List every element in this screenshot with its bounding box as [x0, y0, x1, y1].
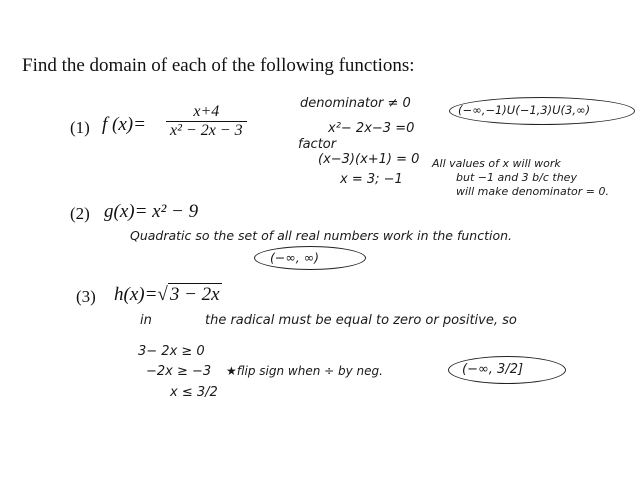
problem-1-fraction [166, 103, 247, 140]
problem-1-label: (1) [70, 118, 90, 137]
page-title: Find the domain of each of the following functions: [22, 55, 415, 76]
problem-1-denominator: x² − 2x − 3 [166, 121, 247, 140]
problem-3-answer: (−∞, 3/2] [462, 362, 524, 377]
problem-2-expression: g(x)= x² − 9 [104, 201, 199, 222]
problem-1-note-denominator: denominator ≠ 0 [300, 96, 411, 111]
problem-1-factored: (x−3)(x+1) = 0 [318, 152, 420, 167]
problem-3-expression [114, 284, 222, 306]
radical-sign: √ [157, 284, 168, 305]
problem-3-in-label: in [140, 313, 152, 328]
problem-3-inequality-1: 3− 2x ≥ 0 [138, 344, 205, 359]
problem-1-explanation-line-2: but −1 and 3 b/c they [456, 171, 577, 184]
problem-3-lhs: h(x)= [114, 284, 158, 305]
problem-3-inequality-2: −2x ≥ −3 [146, 364, 212, 379]
problem-1-equation: x²− 2x−3 =0 [328, 121, 415, 136]
problem-1-answer: (−∞,−1)U(−1,3)U(3,∞) [458, 103, 591, 117]
problem-1-lhs: f (x)= [102, 114, 146, 135]
problem-3-label: (3) [76, 287, 96, 306]
problem-1-explanation-line-1: All values of x will work [432, 157, 561, 170]
problem-2-note: Quadratic so the set of all real numbers work in the function. [130, 228, 512, 243]
problem-2-answer: (−∞, ∞) [270, 250, 319, 265]
problem-3-note: the radical must be equal to zero or positive, so [205, 313, 517, 328]
problem-3-radicand: 3 − 2x [169, 284, 220, 305]
problem-1-factor-label: factor [298, 137, 337, 152]
problem-3-inequality-3: x ≤ 3/2 [170, 385, 218, 400]
problem-3-flip-note: ★flip sign when ÷ by neg. [226, 364, 383, 378]
problem-1-explanation-line-3: will make denominator = 0. [456, 185, 609, 198]
problem-1-numerator: x+4 [193, 103, 220, 120]
problem-2-label: (2) [70, 204, 90, 223]
problem-1-roots: x = 3; −1 [340, 172, 403, 187]
